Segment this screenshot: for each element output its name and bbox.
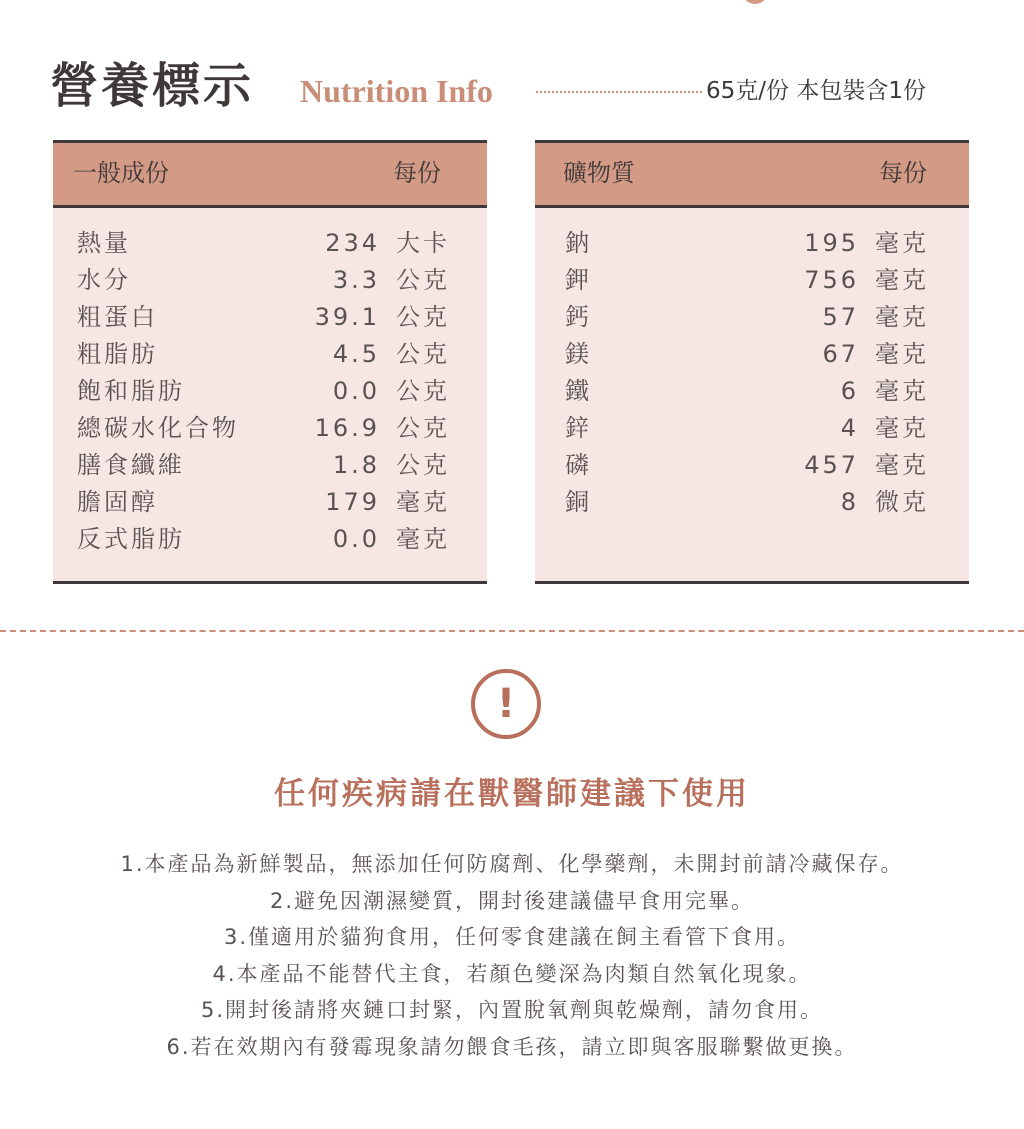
nutrient-unit: 毫克 [396,488,450,516]
nutrient-name: 膽固醇 [77,488,158,516]
nutrient-value: 6 [840,377,859,405]
mineral-table [535,140,969,584]
table-row [53,448,487,485]
nutrient-unit: 毫克 [875,414,929,442]
section-divider [0,630,1024,632]
table-row [535,263,969,300]
table-body [535,226,969,522]
nutrient-unit: 微克 [875,488,929,516]
table-header-per-serving: 每份 [393,159,441,187]
table-row [53,226,487,263]
table-header-per-serving: 每份 [879,159,927,187]
nutrient-value: 756 [804,266,859,294]
usage-notes [0,846,1024,1066]
table-row [535,300,969,337]
table-row [53,374,487,411]
table-row [535,226,969,263]
nutrient-unit: 公克 [396,451,450,479]
nutrient-name: 銅 [565,488,592,516]
nutrient-unit: 公克 [396,340,450,368]
nutrient-unit: 毫克 [875,340,929,368]
nutrient-value: 67 [822,340,859,368]
nutrient-name: 鈉 [565,229,592,257]
exclamation-circle-icon: ! [471,669,541,739]
nutrient-value: 195 [804,229,859,257]
nutrient-unit: 毫克 [875,451,929,479]
nutrient-name: 鉀 [565,266,592,294]
nutrient-value: 4.5 [332,340,380,368]
table-row [535,374,969,411]
nutrient-unit: 毫克 [875,229,929,257]
nutrient-name: 鐵 [565,377,592,405]
table-header-label: 一般成份 [73,159,169,187]
nutrient-unit: 公克 [396,377,450,405]
table-row [535,337,969,374]
table-body [53,226,487,559]
warning-title: 任何疾病請在獸醫師建議下使用 [274,776,750,812]
nutrient-name: 鈣 [565,303,592,331]
table-header [53,143,487,208]
table-row [53,522,487,559]
nutrient-value: 16.9 [314,414,380,442]
nutrient-unit: 公克 [396,303,450,331]
note-item: 3.僅適用於貓狗食用，任何零食建議在飼主看管下食用。 [223,925,801,950]
nutrient-value: 457 [804,451,859,479]
table-header [535,143,969,208]
note-item: 1.本產品為新鮮製品，無添加任何防腐劑、化學藥劑，未開封前請冷藏保存。 [120,852,904,876]
nutrient-unit: 毫克 [875,266,929,294]
table-row [53,485,487,522]
decorative-arc [742,0,768,4]
nutrient-value: 8 [840,488,859,516]
table-row [53,337,487,374]
nutrient-unit: 毫克 [396,525,450,553]
nutrient-value: 0.0 [332,525,380,553]
serving-info: 65克/份 本包裝含1份 [706,78,926,104]
nutrient-value: 1.8 [332,451,380,479]
leader-dots [536,91,702,93]
general-nutrition-table [53,140,487,584]
note-item: 2.避免因潮濕變質，開封後建議儘早食用完畢。 [269,888,755,913]
table-row [53,411,487,448]
nutrient-value: 57 [822,303,859,331]
nutrient-unit: 大卡 [396,229,450,257]
page-title: 營養標示 [50,58,255,114]
nutrient-name: 磷 [565,451,592,479]
table-row [535,448,969,485]
nutrient-unit: 公克 [396,266,450,294]
nutrient-unit: 公克 [396,414,450,442]
nutrient-name: 膳食纖維 [77,451,185,479]
note-item: 4.本產品不能替代主食，若顏色變深為肉類自然氧化現象。 [212,961,812,986]
nutrient-value: 3.3 [332,266,380,294]
note-item: 5.開封後請將夾鏈口封緊，內置脫氧劑與乾燥劑，請勿食用。 [200,998,824,1023]
nutrient-name: 粗蛋白 [77,303,158,331]
nutrient-unit: 毫克 [875,303,929,331]
nutrient-value: 39.1 [314,303,380,331]
nutrient-name: 鎂 [565,340,592,368]
table-row [53,263,487,300]
nutrient-unit: 毫克 [875,377,929,405]
page-subtitle: Nutrition Info [300,73,493,109]
table-header-label: 礦物質 [563,159,635,187]
nutrient-name: 粗脂肪 [77,340,158,368]
table-row [535,411,969,448]
nutrient-name: 水分 [77,266,131,294]
nutrient-name: 反式脂肪 [77,525,185,553]
nutrient-name: 飽和脂肪 [77,377,185,405]
nutrient-value: 179 [325,488,380,516]
nutrient-value: 234 [325,229,380,257]
nutrient-name: 總碳水化合物 [77,414,239,442]
nutrient-name: 熱量 [77,229,131,257]
note-item: 6.若在效期內有發霉現象請勿餵食毛孩，請立即與客服聯繫做更換。 [166,1034,858,1059]
nutrient-name: 鋅 [565,414,592,442]
table-row [535,485,969,522]
table-row [53,300,487,337]
nutrient-value: 4 [840,414,859,442]
nutrient-value: 0.0 [332,377,380,405]
